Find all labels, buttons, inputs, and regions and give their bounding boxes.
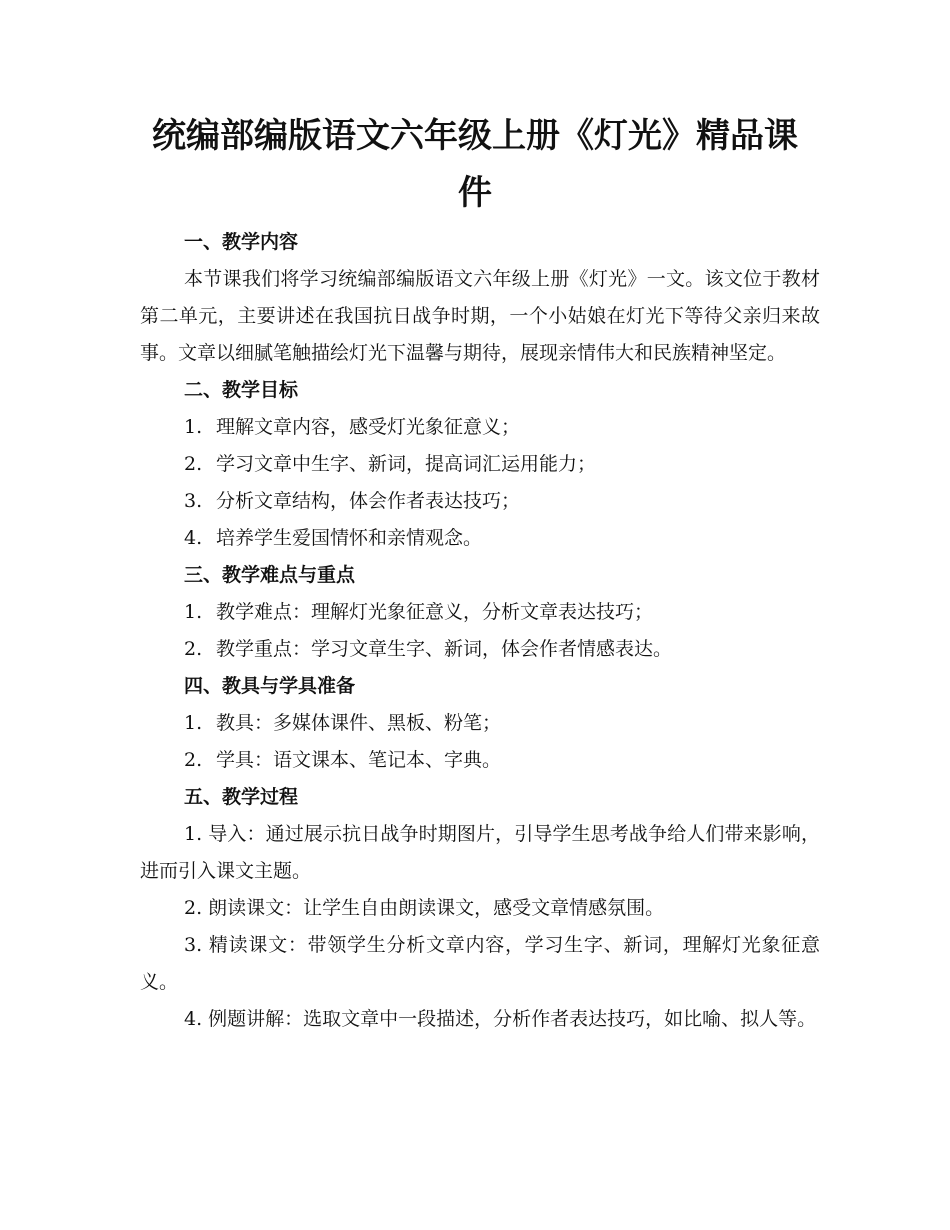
list-item xyxy=(140,742,820,779)
item-text: 理解文章内容，感受灯光象征意义； xyxy=(216,416,521,438)
item-number: 1. xyxy=(184,712,203,734)
item-text: 教学难点：理解灯光象征意义，分析文章表达技巧； xyxy=(216,601,654,623)
list-item xyxy=(140,409,820,446)
list-item xyxy=(140,631,820,668)
item-number: 2. xyxy=(184,453,203,475)
list-item xyxy=(140,483,820,520)
item-text: 分析文章结构，体会作者表达技巧； xyxy=(216,490,521,512)
process-step: 4. 例题讲解：选取文章中一段描述，分析作者表达技巧，如比喻、拟人等。 xyxy=(184,1008,817,1030)
list-item xyxy=(140,446,820,483)
section-heading-process: 五、教学过程 xyxy=(184,786,299,808)
item-text: 教具：多媒体课件、黑板、粉笔； xyxy=(216,712,502,734)
section-heading-difficulties: 三、教学难点与重点 xyxy=(184,564,356,586)
list-item xyxy=(140,705,820,742)
item-number: 1. xyxy=(184,416,203,438)
item-number: 4. xyxy=(184,527,203,549)
section-heading-goals: 二、教学目标 xyxy=(184,379,299,401)
item-number: 1. xyxy=(184,601,203,623)
item-text: 培养学生爱国情怀和亲情观念。 xyxy=(216,527,483,549)
item-text: 学具：语文课本、笔记本、字典。 xyxy=(216,749,502,771)
item-text: 教学重点：学习文章生字、新词，体会作者情感表达。 xyxy=(216,638,673,660)
document-body xyxy=(140,224,820,1038)
item-number: 3. xyxy=(184,490,203,512)
process-step: 3. 精读课文：带领学生分析文章内容，学习生字、新词，理解灯光象征意义。 xyxy=(140,934,820,993)
process-step: 2. 朗读课文：让学生自由朗读课文，感受文章情感氛围。 xyxy=(184,897,665,919)
section-heading-materials: 四、教具与学具准备 xyxy=(184,675,356,697)
item-number: 2. xyxy=(184,638,203,660)
document-title: 统编部编版语文六年级上册《灯光》精品课件 xyxy=(152,116,798,213)
item-number: 2. xyxy=(184,749,203,771)
process-step: 1. 导入：通过展示抗日战争时期图片，引导学生思考战争给人们带来影响，进而引入课文主题。 xyxy=(140,823,820,882)
section-heading-content: 一、教学内容 xyxy=(184,231,299,253)
list-item xyxy=(140,594,820,631)
list-item xyxy=(140,520,820,557)
content-paragraph: 本节课我们将学习统编部编版语文六年级上册《灯光》一文。该文位于教材第二单元，主要讲述在我国抗日战争时期，一个小姑娘在灯光下等待父亲归来故事。文章以细腻笔触描绘灯光下温馨与期待，展现亲情伟大和民族精神坚定。 xyxy=(140,268,820,364)
item-text: 学习文章中生字、新词，提高词汇运用能力； xyxy=(216,453,597,475)
